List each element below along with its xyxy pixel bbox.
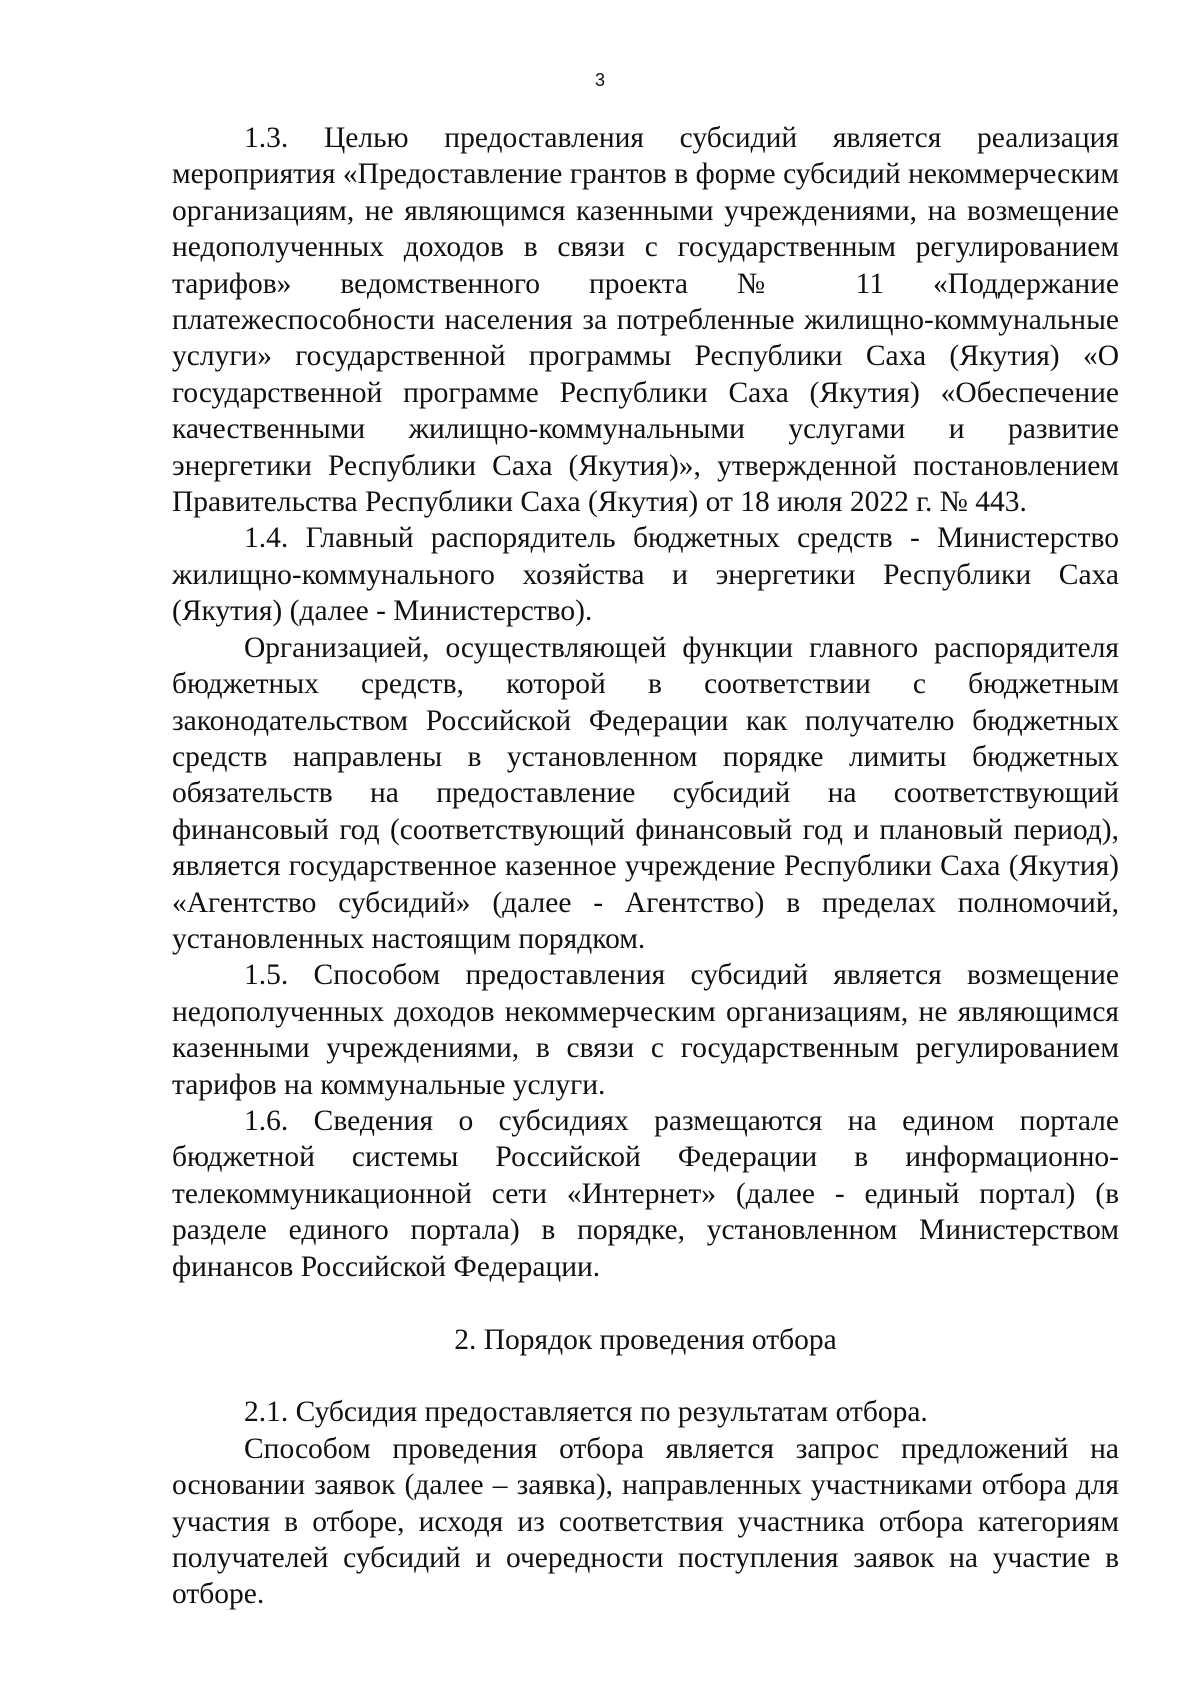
paragraph-1-4-organization: Организацией, осуществляющей функции главного распорядителя бюджетных средств, которой в соответствии с бюджетным законодательством Российской Федерации как получателю бюджетных средств направлены в установленном порядке лимиты бюджетных обязательств на предоставление субсидий на соответствующий финансовый год (соответствующий финансовый год и плановый период), является государственное казенное учреждение Республики Саха (Якутия) «Агентство субсидий» (далее - Агентство) в пределах полномочий, установленных настоящим порядком.	[172, 631, 1119, 955]
paragraph-2-1: 2.1. Субсидия предоставляется по результатам отбора.	[244, 1396, 928, 1429]
paragraph-2-1-method: Способом проведения отбора является запрос предложений на основании заявок (далее – заявка), направленных участниками отбора для участия в отборе, исходя из соответствия участника отбора категориям получателей субсидий и очередности поступления заявок на участие в отборе.	[172, 1432, 1119, 1611]
page-number: 3	[594, 70, 605, 90]
paragraph-1-4: 1.4. Главный распорядитель бюджетных средств - Министерство жилищно-коммунального хозяйства и энергетики Республики Саха (Якутия) (далее - Министерство).	[172, 522, 1119, 628]
section-2-heading: 2. Порядок проведения отбора	[454, 1324, 837, 1356]
paragraph-1-3: 1.3. Целью предоставления субсидий является реализация мероприятия «Предоставление грантов в форме субсидий некоммерческим организациям, не являющимся казенными учреждениями, на возмещение недополученных доходов в связи с государственным регулированием тарифов» ведомственного проекта № 11 «Поддержание платежеспособности населения за потребленные жилищно-коммунальные услуги» государственной программы Республики Саха (Якутия) «О государственной программе Республики Саха (Якутия) «Обеспечение качественными жилищно-коммунальными услугами и развитие энергетики Республики Саха (Якутия)», утвержденной постановлением Правительства Республики Саха (Якутия) от 18 июля 2022 г. № 443.	[172, 122, 1119, 519]
paragraph-1-6: 1.6. Сведения о субсидиях размещаются на едином портале бюджетной системы Российской Федерации в информационно-телекоммуникационной сети «Интернет» (далее - единый портал) (в разделе единого портала) в порядке, установленном Министерством финансов Российской Федерации.	[172, 1104, 1119, 1283]
paragraph-1-5: 1.5. Способом предоставления субсидий является возмещение недополученных доходов некоммерческим организациям, не являющимся казенными учреждениями, в связи с государственным регулированием тарифов на коммунальные услуги.	[172, 959, 1119, 1101]
document-body	[172, 120, 1119, 1613]
